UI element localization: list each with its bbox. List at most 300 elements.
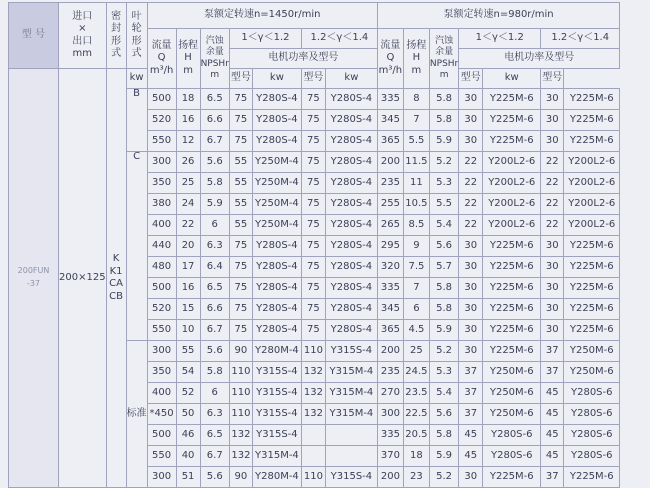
seal-line-4: CB [109, 290, 123, 302]
header-model-1450-gh: 型号 [301, 69, 325, 89]
cell: Y280S-6 [483, 446, 541, 467]
cell: 37 [459, 383, 483, 404]
cell: Y225M-6 [483, 299, 541, 320]
cell: 75 [301, 194, 325, 215]
cell: 30 [459, 110, 483, 131]
cell: 30 [459, 341, 483, 362]
header-npsh-1450-line-2: 余量 [205, 47, 224, 58]
cell: Y280S-4 [252, 257, 301, 278]
cell: 5.4 [429, 383, 458, 404]
cell: 20 [176, 236, 200, 257]
cell: 5.6 [200, 152, 229, 173]
header-npsh-1450-line-1: 汽蚀 [205, 36, 224, 46]
cell: 5.8 [429, 89, 458, 110]
cell: Y280S-6 [564, 404, 620, 425]
cell: 37 [541, 362, 564, 383]
cell: Y225M-6 [483, 236, 541, 257]
cell: Y225M-6 [564, 131, 620, 152]
cell: 345 [377, 299, 403, 320]
cell: Y280S-4 [252, 131, 301, 152]
cell: 370 [377, 446, 403, 467]
cell: Y200L2-6 [483, 194, 541, 215]
table-body [9, 3, 620, 488]
cell: 110 [301, 341, 325, 362]
cell: 20.5 [403, 425, 429, 446]
header-seal-line-1: 密 [111, 10, 122, 22]
cell: 30 [541, 131, 564, 152]
cell: 5.8 [429, 278, 458, 299]
cell: 22.5 [403, 404, 429, 425]
header-model-1450-gl: 型号 [229, 69, 252, 89]
cell: Y280S-4 [325, 131, 377, 152]
cell: Y250M-6 [483, 383, 541, 404]
cell: 235 [377, 362, 403, 383]
cell: 30 [541, 89, 564, 110]
cell: 4.5 [403, 320, 429, 341]
cell: 30 [541, 236, 564, 257]
cell: 110 [229, 404, 252, 425]
cell: 18 [176, 89, 200, 110]
cell: 25 [403, 341, 429, 362]
cell: Y250M-6 [564, 341, 620, 362]
cell: Y280S-4 [325, 236, 377, 257]
cell: Y225M-6 [483, 320, 541, 341]
cell: Y200L2-6 [564, 173, 620, 194]
cell: 50 [176, 404, 200, 425]
header-npsh-980 [429, 29, 458, 89]
cell: 23 [403, 467, 429, 488]
cell: 6.3 [200, 404, 229, 425]
cell: 45 [459, 425, 483, 446]
cell: 345 [377, 110, 403, 131]
cell: 400 [147, 215, 176, 236]
cell: 270 [377, 383, 403, 404]
cell: 30 [541, 257, 564, 278]
cell: 5.3 [429, 173, 458, 194]
header-npsh-1450 [200, 29, 229, 89]
cell: 5.2 [429, 467, 458, 488]
header-speed-980: 泵额定转速n=980r/min [377, 3, 619, 29]
cell: 75 [301, 215, 325, 236]
cell: 6.6 [200, 299, 229, 320]
cell: 30 [459, 299, 483, 320]
cell: Y315S-4 [325, 467, 377, 488]
cell: Y280S-4 [252, 299, 301, 320]
cell: 75 [301, 299, 325, 320]
cell: Y225M-6 [564, 89, 620, 110]
cell: 12 [176, 131, 200, 152]
cell: 30 [459, 320, 483, 341]
cell: 110 [229, 362, 252, 383]
cell: 265 [377, 215, 403, 236]
cell: 5.9 [429, 446, 458, 467]
header-npsh-1450-line-3: NPSHr [200, 58, 229, 69]
cell: 30 [541, 110, 564, 131]
header-head-980-line-3: m [411, 64, 422, 76]
cell: 22 [176, 215, 200, 236]
cell: Y280S-6 [564, 383, 620, 404]
cell: 30 [541, 278, 564, 299]
cell: 335 [377, 89, 403, 110]
cell: 22 [459, 215, 483, 236]
cell: 52 [176, 383, 200, 404]
header-npsh-980-line-1: 汽蚀 [435, 36, 454, 46]
cell: Y280S-6 [483, 425, 541, 446]
cell: 10 [176, 320, 200, 341]
cell: 5.3 [429, 362, 458, 383]
cell: 5.7 [429, 257, 458, 278]
header-flow-1450 [147, 29, 176, 89]
header-flow-980-line-2: Q [386, 52, 395, 64]
cell: 6.4 [200, 257, 229, 278]
cell: 335 [377, 425, 403, 446]
cell: 8 [403, 89, 429, 110]
cell: Y315S-4 [252, 425, 301, 446]
cell: 6.7 [200, 131, 229, 152]
cell: Y250M-4 [252, 215, 301, 236]
cell: Y280S-4 [325, 215, 377, 236]
header-seal-line-2: 封 [111, 23, 122, 34]
header-head-980 [403, 29, 429, 89]
cell: 25 [176, 173, 200, 194]
model-line-2: -37 [26, 279, 41, 288]
cell: 5.6 [200, 341, 229, 362]
model-cell-200fun [9, 69, 59, 488]
header-impeller-line-2: 轮 [131, 23, 142, 34]
cell: Y225M-6 [564, 299, 620, 320]
cell: Y225M-6 [483, 341, 541, 362]
header-model: 型 号 [9, 3, 59, 69]
cell: 16 [176, 110, 200, 131]
cell: Y250M-6 [564, 362, 620, 383]
header-impeller-line-1: 叶 [131, 10, 142, 22]
cell: Y250M-6 [483, 362, 541, 383]
cell: 5.8 [429, 110, 458, 131]
cell: 110 [229, 383, 252, 404]
cell: Y225M-6 [564, 320, 620, 341]
cell: 37 [541, 467, 564, 488]
cell: Y250M-4 [252, 152, 301, 173]
cell: 335 [377, 278, 403, 299]
cell: 480 [147, 257, 176, 278]
cell: 132 [301, 383, 325, 404]
cell: Y280M-4 [252, 467, 301, 488]
cell: 6 [200, 215, 229, 236]
cell: 320 [377, 257, 403, 278]
cell: Y225M-6 [483, 278, 541, 299]
cell: 37 [541, 341, 564, 362]
cell: 22 [459, 194, 483, 215]
cell: Y280S-4 [325, 89, 377, 110]
header-head-980-line-2: H [412, 52, 421, 64]
cell: Y280S-4 [252, 320, 301, 341]
cell: Y280S-4 [325, 152, 377, 173]
cell: 5.8 [200, 173, 229, 194]
cell: 132 [229, 425, 252, 446]
cell: 365 [377, 320, 403, 341]
cell: 37 [459, 362, 483, 383]
model-line-1: 200FUN [17, 266, 50, 276]
header-seal [106, 3, 126, 69]
header-flow-1450-line-3: m³/h [149, 64, 174, 76]
cell: 300 [147, 152, 176, 173]
cell: Y315M-4 [325, 404, 377, 425]
cell: 380 [147, 194, 176, 215]
cell: Y280S-4 [252, 110, 301, 131]
cell: 6.5 [200, 278, 229, 299]
cell: 22 [541, 215, 564, 236]
header-seal-line-3: 形 [111, 35, 122, 47]
cell: 132 [301, 404, 325, 425]
header-inlet-line-1: 进口 [72, 10, 93, 22]
header-kw-980-gl: kw [325, 69, 377, 89]
cell: Y225M-6 [564, 467, 620, 488]
cell: 22 [541, 194, 564, 215]
cell: 350 [147, 173, 176, 194]
cell: Y250M-4 [252, 173, 301, 194]
cell: 295 [377, 236, 403, 257]
cell: 55 [229, 194, 252, 215]
header-flow-1450-line-1: 流量 [151, 39, 172, 51]
cell: Y315M-4 [325, 362, 377, 383]
cell: Y280S-6 [564, 425, 620, 446]
header-npsh-980-line-3: NPSHr [429, 58, 459, 69]
cell: 300 [147, 341, 176, 362]
cell: 255 [377, 194, 403, 215]
cell: 235 [377, 173, 403, 194]
header-impeller-line-3: 形 [131, 35, 142, 47]
header-inlet-line-2: × [78, 23, 87, 34]
cell: 54 [176, 362, 200, 383]
header-head-1450-line-3: m [183, 64, 193, 76]
cell: 5.6 [200, 467, 229, 488]
cell: Y280S-4 [252, 89, 301, 110]
impeller-cell-standard: 标准 [126, 341, 147, 488]
cell: 90 [229, 467, 252, 488]
cell: 5.9 [429, 131, 458, 152]
header-impeller [126, 3, 147, 69]
header-head-1450 [176, 29, 200, 89]
cell: 75 [301, 110, 325, 131]
cell: 5.2 [429, 341, 458, 362]
cell: Y280S-4 [325, 278, 377, 299]
header-kw-1450-gh: kw [252, 69, 301, 89]
cell: Y280M-4 [252, 341, 301, 362]
cell: Y280S-6 [564, 446, 620, 467]
cell: 55 [229, 173, 252, 194]
cell: 520 [147, 110, 176, 131]
cell: 26 [176, 152, 200, 173]
cell: 75 [301, 131, 325, 152]
header-gamma-high-980: 1.2＜γ＜1.4 [541, 29, 620, 49]
cell: 6.5 [200, 425, 229, 446]
cell: 45 [541, 425, 564, 446]
header-motor-980: 电机功率及型号 [459, 49, 620, 69]
cell: 5.8 [429, 425, 458, 446]
cell: 30 [459, 257, 483, 278]
cell: Y200L2-6 [483, 215, 541, 236]
cell: Y225M-6 [564, 236, 620, 257]
cell: 75 [301, 173, 325, 194]
cell: 30 [459, 89, 483, 110]
cell: 75 [301, 320, 325, 341]
cell: Y280S-4 [252, 236, 301, 257]
cell: 6.7 [200, 320, 229, 341]
cell: Y225M-6 [564, 110, 620, 131]
cell: *450 [147, 404, 176, 425]
cell: Y250M-4 [252, 194, 301, 215]
cell: 9 [403, 236, 429, 257]
cell: Y225M-6 [483, 131, 541, 152]
cell: 45 [541, 383, 564, 404]
cell: 440 [147, 236, 176, 257]
cell: 5.4 [429, 215, 458, 236]
cell: 55 [229, 152, 252, 173]
seal-cell [106, 69, 126, 488]
cell: Y225M-6 [483, 257, 541, 278]
cell: Y225M-6 [564, 257, 620, 278]
header-head-980-line-1: 扬程 [406, 39, 427, 51]
cell: Y315S-4 [252, 362, 301, 383]
cell: 30 [459, 131, 483, 152]
cell: Y225M-6 [483, 110, 541, 131]
cell: 5.9 [429, 320, 458, 341]
header-inlet-line-4: mm [72, 48, 93, 59]
cell: 400 [147, 383, 176, 404]
header-model-980-gh: 型号 [541, 69, 564, 89]
cell: 550 [147, 446, 176, 467]
cell: 550 [147, 320, 176, 341]
cell: 30 [459, 236, 483, 257]
cell: 6.7 [200, 446, 229, 467]
cell: 500 [147, 425, 176, 446]
cell: Y200L2-6 [483, 152, 541, 173]
cell: 22 [541, 152, 564, 173]
cell: 300 [377, 404, 403, 425]
header-head-1450-line-1: 扬程 [178, 39, 199, 51]
cell: 75 [229, 110, 252, 131]
cell: 5.5 [403, 131, 429, 152]
cell: 75 [229, 89, 252, 110]
header-npsh-980-line-4: m [439, 69, 449, 80]
cell: 300 [147, 467, 176, 488]
cell: 7 [403, 278, 429, 299]
cell: 46 [176, 425, 200, 446]
cell: 45 [541, 446, 564, 467]
cell: 5.8 [200, 362, 229, 383]
cell: 23.5 [403, 383, 429, 404]
cell: 22 [459, 152, 483, 173]
cell: 75 [229, 320, 252, 341]
header-kw-1450-gl: kw [126, 69, 147, 89]
cell: Y280S-4 [325, 173, 377, 194]
cell: Y200L2-6 [564, 152, 620, 173]
cell: Y225M-6 [564, 278, 620, 299]
cell: 75 [229, 278, 252, 299]
cell: Y315M-4 [252, 446, 301, 467]
cell: Y315S-4 [252, 404, 301, 425]
cell: 30 [541, 320, 564, 341]
cell: Y315M-4 [325, 383, 377, 404]
cell: 45 [459, 446, 483, 467]
cell: 75 [301, 89, 325, 110]
header-flow-1450-line-2: Q [157, 52, 166, 64]
cell: 132 [229, 446, 252, 467]
cell: Y280S-4 [252, 278, 301, 299]
impeller-cell-b: B [126, 89, 147, 152]
seal-line-3: CA [109, 278, 123, 289]
cell: Y280S-4 [325, 257, 377, 278]
header-npsh-980-line-2: 余量 [435, 47, 454, 58]
cell: 110 [301, 467, 325, 488]
header-speed-1450: 泵额定转速n=1450r/min [147, 3, 377, 29]
cell: 5.5 [429, 194, 458, 215]
cell: 16 [176, 278, 200, 299]
cell: Y280S-4 [325, 320, 377, 341]
cell: 5.8 [429, 299, 458, 320]
cell: 75 [229, 299, 252, 320]
header-impeller-line-4: 式 [131, 48, 142, 59]
seal-line-1: K [112, 253, 120, 264]
cell: Y315S-4 [252, 383, 301, 404]
cell: 55 [229, 215, 252, 236]
header-gamma-high-1450: 1.2＜γ＜1.4 [301, 29, 377, 49]
cell: 75 [301, 152, 325, 173]
cell: 30 [541, 299, 564, 320]
cell: Y250M-6 [483, 404, 541, 425]
seal-line-2: K1 [109, 265, 123, 277]
header-gamma-low-980: 1＜γ＜1.2 [459, 29, 541, 49]
header-gamma-low-1450: 1＜γ＜1.2 [229, 29, 301, 49]
cell: 45 [541, 404, 564, 425]
cell: Y200L2-6 [564, 215, 620, 236]
cell [301, 425, 325, 446]
header-model-980-gl: 型号 [459, 69, 483, 89]
inlet-outlet-cell: 200×125 [59, 69, 107, 488]
header-motor-1450: 电机功率及型号 [229, 49, 377, 69]
cell: 37 [459, 404, 483, 425]
cell: 6 [403, 299, 429, 320]
cell: 75 [229, 236, 252, 257]
cell: 75 [301, 278, 325, 299]
header-seal-line-4: 式 [111, 48, 122, 59]
cell: 75 [229, 257, 252, 278]
cell: 8.5 [403, 215, 429, 236]
cell: 22 [459, 173, 483, 194]
cell: 30 [459, 278, 483, 299]
cell: 75 [301, 257, 325, 278]
cell: 5.9 [200, 194, 229, 215]
cell: Y315S-4 [325, 341, 377, 362]
cell: 75 [301, 236, 325, 257]
cell: 18 [403, 446, 429, 467]
cell: Y200L2-6 [483, 173, 541, 194]
cell: 5.6 [429, 236, 458, 257]
cell: 500 [147, 89, 176, 110]
cell: 550 [147, 131, 176, 152]
cell: 6 [200, 383, 229, 404]
header-npsh-1450-line-4: m [210, 69, 220, 80]
cell: 90 [229, 341, 252, 362]
cell: 200 [377, 152, 403, 173]
pump-spec-table [8, 2, 620, 488]
header-flow-980 [377, 29, 403, 89]
cell: 200 [377, 341, 403, 362]
cell: 30 [459, 467, 483, 488]
cell: 365 [377, 131, 403, 152]
impeller-cell-c: C [126, 152, 147, 341]
cell: 24 [176, 194, 200, 215]
